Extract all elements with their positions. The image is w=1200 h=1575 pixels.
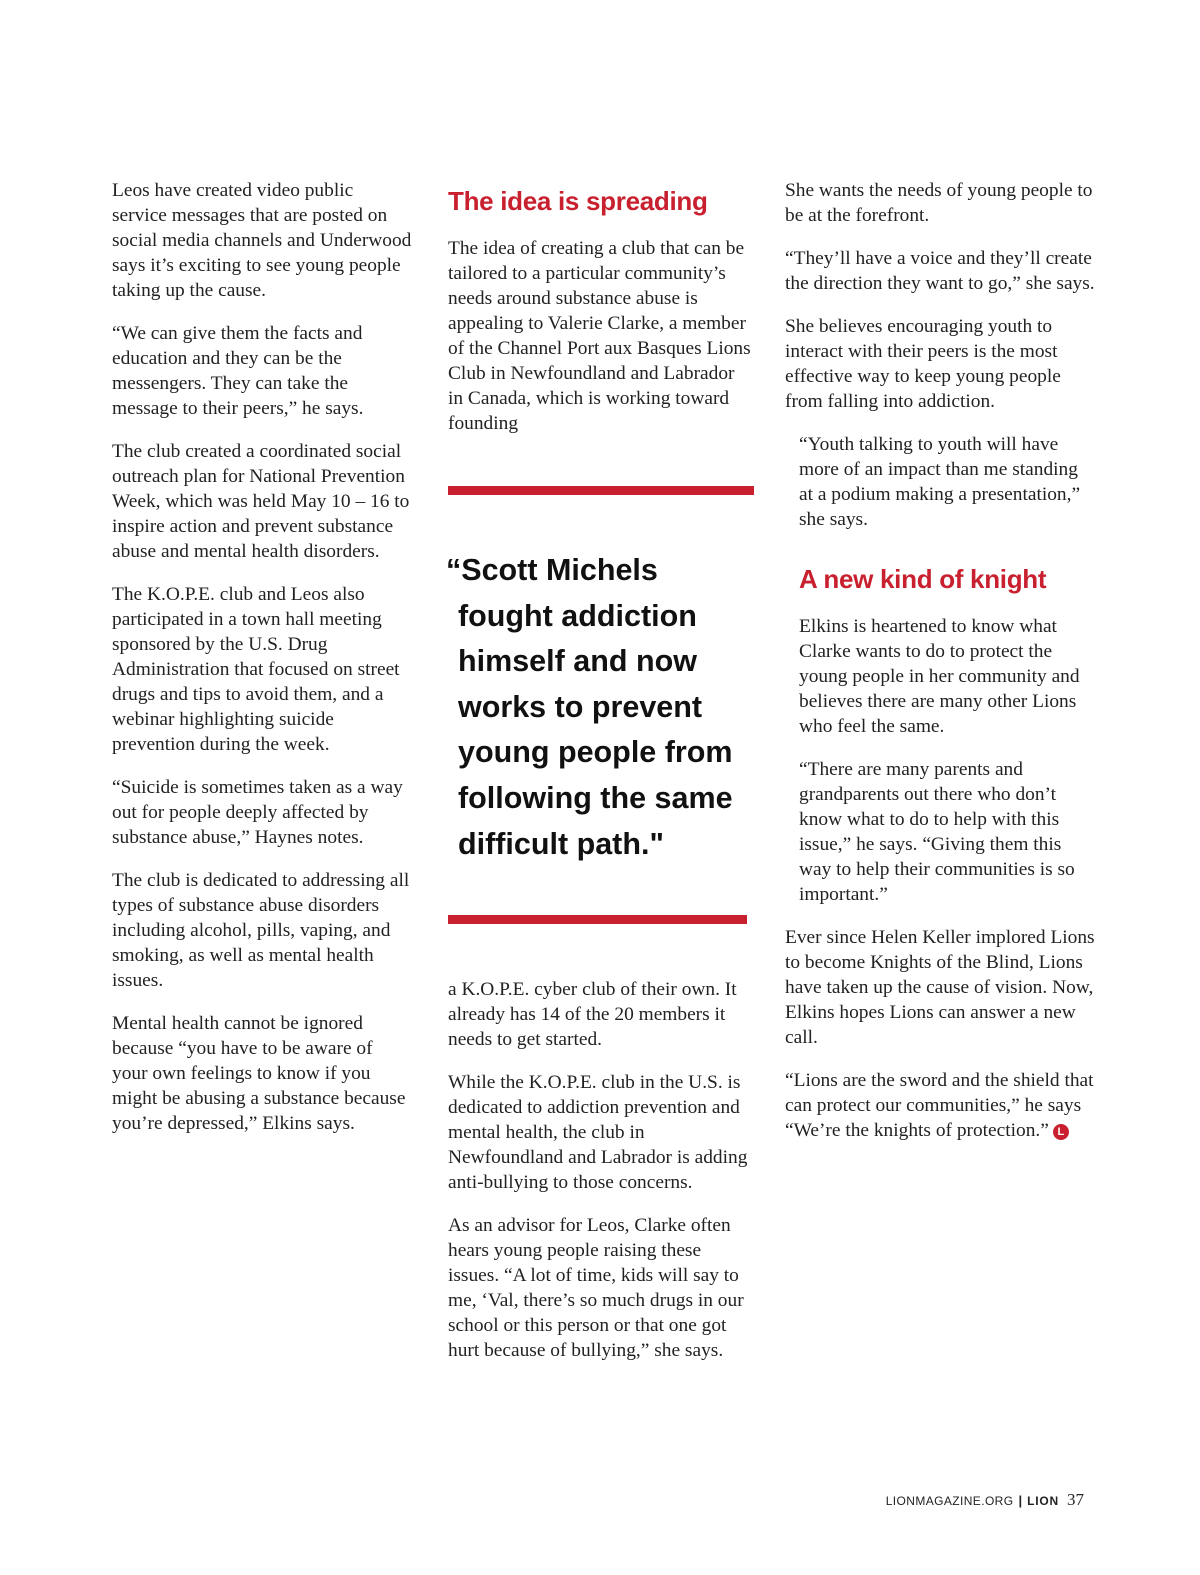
paragraph: The club is dedicated to addressing all types of substance abuse disorders including alcohol, pills, vaping, and smoking, as well as mental health issues.: [112, 870, 410, 991]
paragraph: As an advisor for Leos, Clarke often hears young people raising these issues. “A lot of time, kids will say to me, ‘Val, there’s so much drugs in our school or this person or that one got hurt because of bullying,” she says.: [448, 1215, 744, 1362]
paragraph: Ever since Helen Keller implored Lions to become Knights of the Blind, Lions have taken up the cause of vision. Now, Elkins hopes Lions can answer a new call.: [785, 927, 1095, 1048]
paragraph: “They’ll have a voice and they’ll create the direction they want to go,” she says.: [785, 248, 1095, 294]
pullquote-rule-bottom: [448, 915, 747, 924]
paragraph: Mental health cannot be ignored because “you have to be aware of your own feelings to know if you might be abusing a substance because you’re depressed,” Elkins says.: [112, 1013, 406, 1134]
paragraph: “We can give them the facts and education and they can be the messengers. They can take the message to their peers,” he says.: [112, 323, 364, 419]
paragraph: a K.O.P.E. cyber club of their own. It already has 14 of the 20 members it needs to get started.: [448, 979, 737, 1051]
section-heading: A new kind of knight: [799, 564, 1047, 594]
footer-magazine-name: LION: [1027, 1494, 1059, 1508]
paragraph: She believes encouraging youth to interact with their peers is the most effective way to keep young people from falling into addiction.: [785, 316, 1061, 412]
column-left: [112, 178, 412, 1154]
column-middle: [448, 178, 754, 1381]
paragraph: Leos have created video public service messages that are posted on social media channels and Underwood says it’s exciting to see young people taking up the cause.: [112, 180, 412, 301]
pull-quote: “Scott Michels fought addiction himself and now works to prevent young people from following the same difficult path.": [446, 553, 733, 861]
paragraph: While the K.O.P.E. club in the U.S. is dedicated to addiction prevention and mental health, the club in Newfoundland and Labrador is adding anti-bullying to those concerns.: [448, 1072, 748, 1194]
paragraph: The K.O.P.E. club and Leos also participated in a town hall meeting sponsored by the U.S. Drug Administration that focused on street drugs and tips to avoid them, and a webinar highlighting suicide prevention during the week.: [112, 584, 400, 755]
paragraph: The club created a coordinated social outreach plan for National Prevention Week, which was held May 10 – 16 to inspire action and prevent substance abuse and mental health disorders.: [112, 441, 410, 562]
pullquote-rule-top: [448, 486, 754, 495]
paragraph: [785, 1068, 1095, 1143]
paragraph: Elkins is heartened to know what Clarke wants to do to protect the young people in her community and believes there are many other Lions who feel the same.: [799, 616, 1080, 737]
footer-website: LIONMAGAZINE.ORG: [885, 1494, 1014, 1508]
lion-end-mark-icon: L: [1053, 1124, 1069, 1140]
paragraph: “Suicide is sometimes taken as a way out for people deeply affected by substance abuse,” Haynes notes.: [112, 777, 403, 848]
paragraph: “There are many parents and grandparents out there who don’t know what to do to help with this issue,” he says. “Giving them this way to help their communities is so important.”: [799, 759, 1075, 905]
paragraph: “Youth talking to youth will have more of an impact than me standing at a podium making a presentation,” she says.: [799, 434, 1081, 530]
section-heading: The idea is spreading: [448, 186, 708, 216]
page-footer: [886, 1490, 1084, 1510]
paragraph: The idea of creating a club that can be tailored to a particular community’s needs around substance abuse is appealing to Valerie Clarke, a member of the Channel Port aux Basques Lions Club in Newfoundland and Labrador in Canada, which is working toward founding: [448, 238, 751, 434]
footer-separator: |: [1018, 1493, 1023, 1508]
paragraph-text: “Lions are the sword and the shield that can protect our communities,” he says “We’re the knights of protection.”: [785, 1070, 1094, 1141]
paragraph: She wants the needs of young people to be at the forefront.: [785, 180, 1093, 226]
column-right: [785, 178, 1095, 1161]
page-number: 37: [1067, 1490, 1084, 1509]
